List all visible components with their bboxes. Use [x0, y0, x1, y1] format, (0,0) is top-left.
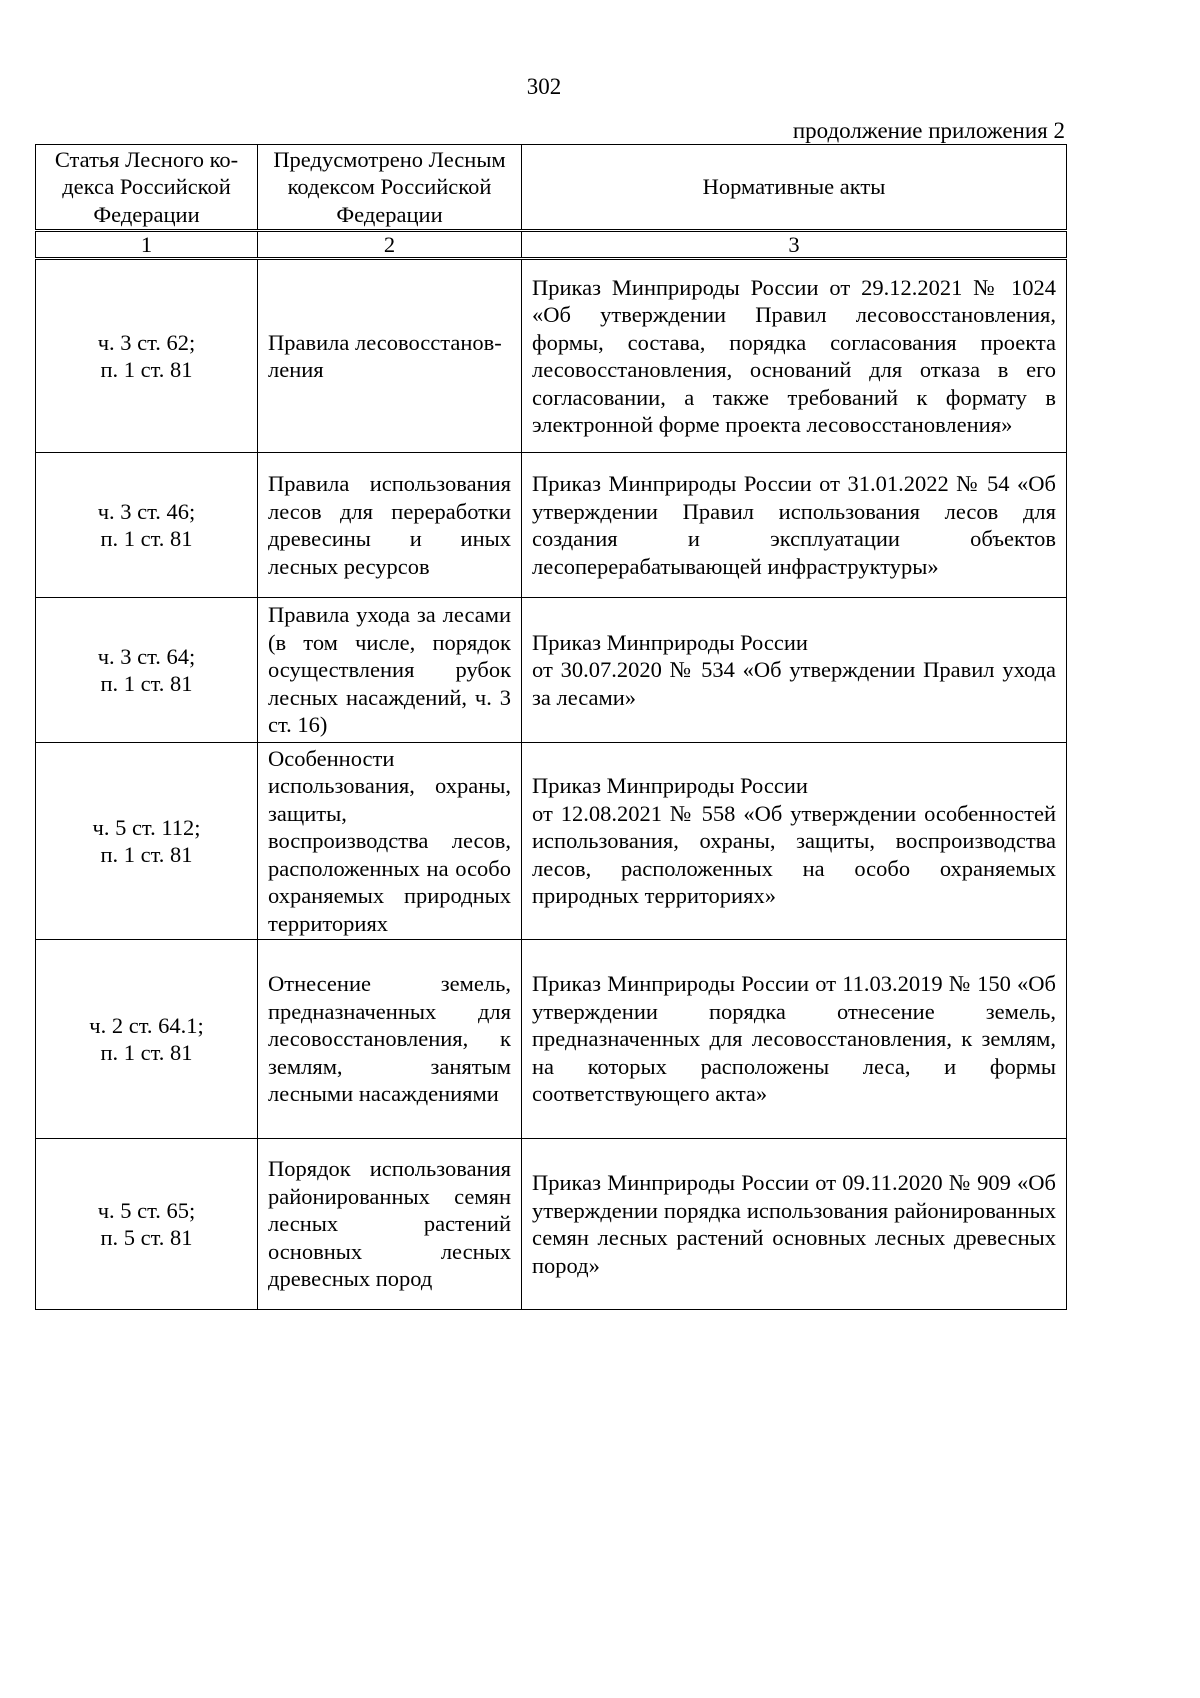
provision-cell: Правила ухода за лесами (в том числе, порядок осуществления рубок лесных насаждений, ч. 3 ст. 16) — [258, 598, 522, 743]
continuation-label: продолжение приложения 2 — [792, 118, 1065, 143]
table-header-row — [36, 145, 1067, 231]
table-row — [36, 453, 1067, 598]
provision-cell: Порядок использования районированных семян лесных растений основных лесных древесных пород — [258, 1139, 522, 1310]
act-cell: Приказ Минприроды России от 30.07.2020 № 534 «Об утверждении Правил ухода за лесами» — [522, 598, 1067, 743]
article-cell: ч. 3 ст. 62; п. 1 ст. 81 — [36, 259, 258, 453]
header-provision: Предусмотрено Лесным кодексом Российской Федерации — [258, 145, 522, 231]
header-acts: Нормативные акты — [522, 145, 1067, 231]
page-number: 302 — [526, 74, 562, 99]
provision-cell: Правила лесовосстанов- ления — [258, 259, 522, 453]
column-number: 1 — [36, 231, 258, 259]
provision-cell: Особенности использования, охраны, защиты, воспроизводства лесов, расположенных на особо охраняемых природных территориях — [258, 743, 522, 940]
provision-cell: Отнесение земель, предназначенных для лесовосстановления, к землям, занятым лесными насаждениями — [258, 940, 522, 1139]
column-number: 3 — [522, 231, 1067, 259]
article-cell: ч. 5 ст. 112; п. 1 ст. 81 — [36, 743, 258, 940]
table-row — [36, 743, 1067, 940]
article-cell: ч. 2 ст. 64.1; п. 1 ст. 81 — [36, 940, 258, 1139]
act-cell: Приказ Минприроды России от 31.01.2022 № 54 «Об утверждении Правил использования лесов для создания и эксплуатации объектов лесоперерабатывающей инфраструктуры» — [522, 453, 1067, 598]
appendix-table — [35, 144, 1067, 1310]
article-cell: ч. 3 ст. 64; п. 1 ст. 81 — [36, 598, 258, 743]
act-cell: Приказ Минприроды России от 11.03.2019 № 150 «Об утверждении порядка отнесение земель, предназначенных для лесовосстановления, к землям, на которых расположены леса, и формы соответствующего акта» — [522, 940, 1067, 1139]
act-cell: Приказ Минприроды России от 29.12.2021 № 1024 «Об утверждении Правил лесовосстановления, формы, состава, порядка согласования проекта лесовосстановления, оснований для отказа в его согласовании, а также требований к формату в электронной форме проекта лесовосстановления» — [522, 259, 1067, 453]
act-cell: Приказ Минприроды России от 09.11.2020 № 909 «Об утверждении порядка использования районированных семян лесных растений основных лесных древесных пород» — [522, 1139, 1067, 1310]
article-cell: ч. 3 ст. 46; п. 1 ст. 81 — [36, 453, 258, 598]
act-cell: Приказ Минприроды России от 12.08.2021 № 558 «Об утверждении особенностей использования, охраны, защиты, воспроизводства лесов, расположенных на особо охраняемых природных территориях» — [522, 743, 1067, 940]
provision-cell: Правила использования лесов для переработки древесины и иных лесных ресурсов — [258, 453, 522, 598]
column-number-row — [36, 231, 1067, 259]
article-cell: ч. 5 ст. 65; п. 5 ст. 81 — [36, 1139, 258, 1310]
column-number: 2 — [258, 231, 522, 259]
table-row — [36, 940, 1067, 1139]
table-row — [36, 1139, 1067, 1310]
table-row — [36, 598, 1067, 743]
header-article: Статья Лесного ко- декса Российской Федерации — [36, 145, 258, 231]
table-row — [36, 259, 1067, 453]
